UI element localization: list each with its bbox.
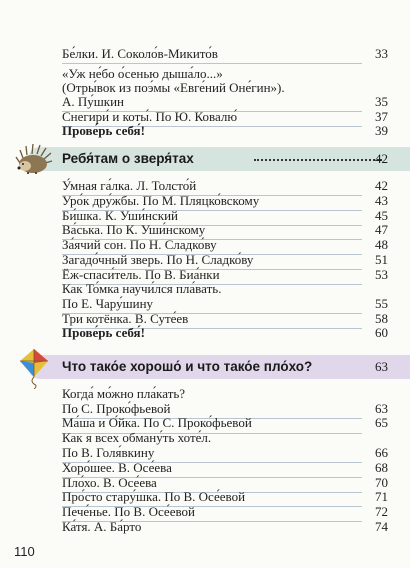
section-header (28, 355, 410, 379)
toc-entry-page: 53 (375, 267, 388, 282)
page-number: 110 (14, 544, 35, 559)
toc-entry-title: За́ячий сон. По Н. Сладко́ву (62, 237, 217, 252)
toc-entry-page: 43 (375, 193, 388, 208)
toc-entry-title: Би́шка. К. Уши́нский (62, 208, 178, 223)
toc-entry-title: Ма́ша и О́йка. По С. Проко́фьевой (62, 415, 252, 430)
toc-entry-page: 45 (375, 208, 388, 223)
toc-entry-page: 51 (375, 252, 388, 267)
leader-dots (254, 159, 382, 161)
section-page: 63 (375, 359, 388, 374)
toc-entry-title: По С. Проко́фьевой (62, 401, 171, 416)
toc-entry-check-yourself (62, 324, 388, 341)
toc-entry-page: 70 (375, 475, 388, 490)
toc-entry-page: 66 (375, 445, 388, 460)
toc-entry (62, 518, 388, 535)
toc-entry (62, 45, 388, 62)
toc-entry-title: Три котёнка. В. Суте́ев (62, 311, 189, 326)
toc-entry-page: 58 (375, 311, 388, 326)
section-title: Что тако́е хорошо́ и что тако́е пло́хо? (62, 359, 313, 374)
toc-entry-title: Пло́хо. В. Осе́ева (62, 475, 157, 490)
toc-entry-title: Хоро́шее. В. Осе́ева (62, 460, 172, 475)
toc-entry-page: 55 (375, 296, 388, 311)
toc-entry-page: 37 (375, 109, 388, 124)
section-title: Ребя́там о зверя́тах (62, 151, 194, 166)
toc-entry-page: 68 (375, 460, 388, 475)
toc-entry-title: Прове́рь себя́! (62, 123, 145, 138)
toc-entry-title: Когда́ мо́жно пла́кать? (62, 386, 186, 401)
row-divider (62, 63, 362, 64)
toc-entry-page: 47 (375, 222, 388, 237)
toc-entry-title: «Уж не́бо о́сенью дыша́ло...» (62, 66, 223, 81)
toc-entry-title: Ка́тя. А. Ба́рто (62, 519, 142, 534)
toc-entry-title: Уро́к дру́жбы. По М. Пляцко́вскому (62, 193, 260, 208)
toc-entry-title: У́мная га́лка. Л. Толсто́й (62, 178, 197, 193)
toc-entry-title: А. Пу́шкин (62, 94, 125, 109)
toc-entry-title: Пече́нье. По В. Осе́евой (62, 504, 195, 519)
toc-entry-page: 42 (375, 178, 388, 193)
toc-entry-title: Прове́рь себя́! (62, 325, 145, 340)
toc-entry-page: 71 (375, 489, 388, 504)
toc-entry-page: 39 (375, 123, 388, 138)
toc-entry-title: Про́сто стару́шка. По В. Осе́евой (62, 489, 246, 504)
toc-entry-page: 72 (375, 504, 388, 519)
toc-entry-title: Как я всех обману́ть хоте́л. (62, 430, 212, 445)
toc-entry-title: (Отры́вок из поэ́мы «Евге́ний Оне́гин»). (62, 80, 285, 95)
toc-entry-title: Как То́мка научи́лся пла́вать. (62, 281, 222, 296)
toc-entry-title: По В. Голя́вкину (62, 445, 155, 460)
section-header (28, 147, 410, 171)
toc-entry-page: 63 (375, 401, 388, 416)
toc-entry-page: 74 (375, 519, 388, 534)
toc-entry-page: 35 (375, 94, 388, 109)
toc-entry-title: Снегири́ и коты́. По Ю. Ковалю́ (62, 109, 238, 124)
toc-entry-check-yourself (62, 122, 388, 139)
toc-entry-page: 33 (375, 46, 388, 61)
toc-entry-page: 65 (375, 415, 388, 430)
hedgehog-icon (14, 141, 54, 175)
toc-entry-title: Ва́ська. По К. Уши́нскому (62, 222, 206, 237)
toc-entry-title: Загадо́чный зверь. По Н. Сладко́ву (62, 252, 254, 267)
toc-entry-title: Ёж-спаси́тель. По В. Биа́нки (62, 267, 220, 282)
toc-entry-title: По Е. Чару́шину (62, 296, 154, 311)
toc-entry-page: 60 (375, 325, 388, 340)
section-page: 42 (375, 151, 388, 166)
kite-icon (16, 347, 52, 389)
toc-entry-title: Бе́лки. И. Соколо́в-Микито́в (62, 46, 218, 61)
toc-entry-page: 48 (375, 237, 388, 252)
